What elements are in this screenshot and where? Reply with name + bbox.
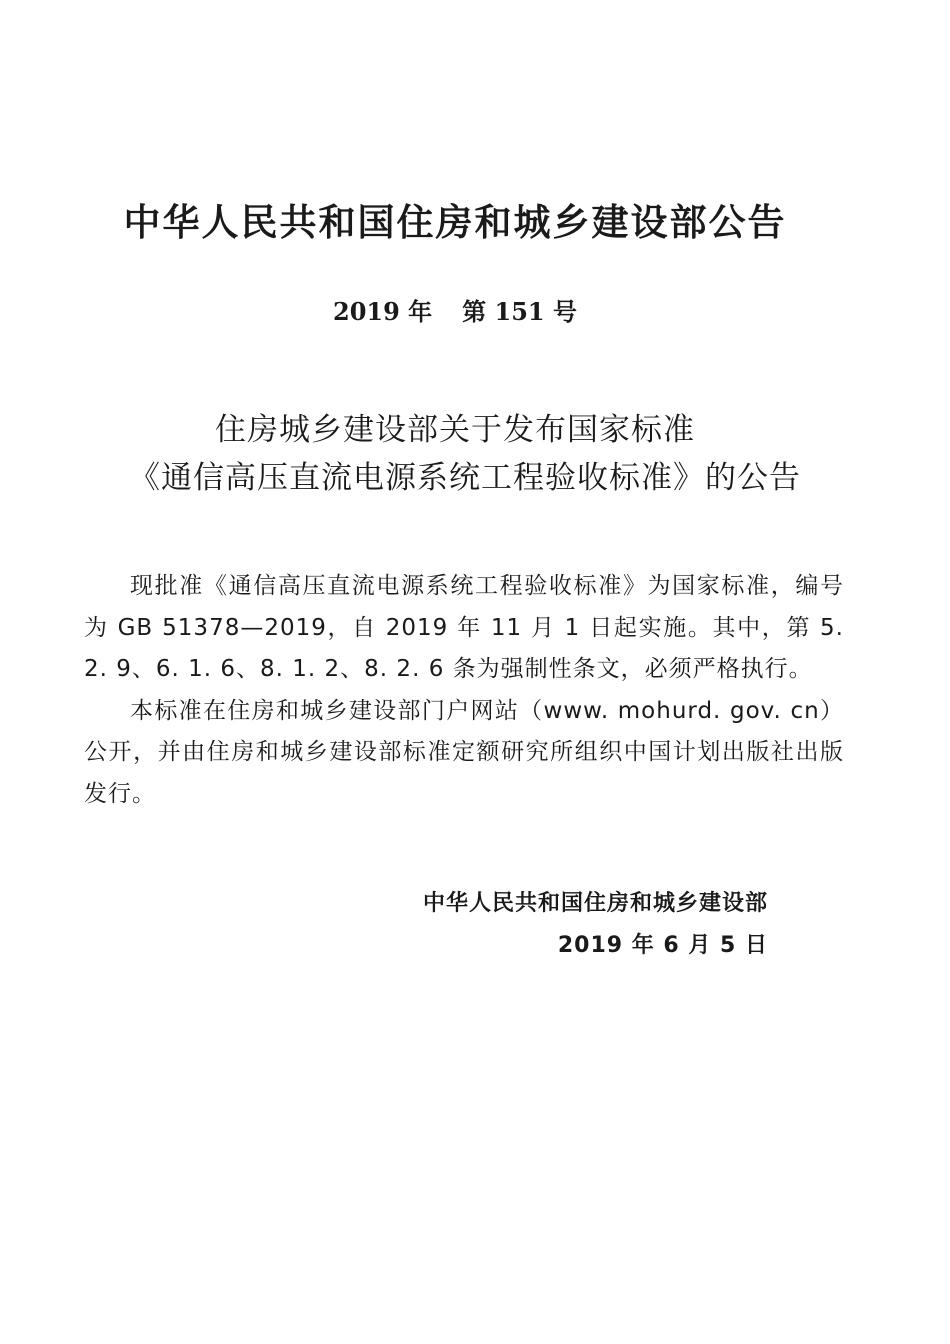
subtitle-line-2: 《通信高压直流电源系统工程验收标准》的公告 (129, 460, 801, 496)
body-paragraph-2: 本标准在住房和城乡建设部门户网站（www. mohurd. gov. cn）公开，并由住房和城乡建设部标准定额研究所组织中国计划出版社出版发行。 (84, 697, 844, 807)
subtitle-line-1: 住房城乡建设部关于发布国家标准 (215, 412, 695, 448)
signature-organization: 中华人民共和国住房和城乡建设部 (422, 891, 768, 916)
announcement-title: 中华人民共和国住房和城乡建设部公告 (123, 201, 787, 244)
announcement-body (84, 566, 844, 815)
announcement-issue-number: 第 151 号 (462, 297, 577, 326)
announcement-number (0, 292, 910, 327)
body-paragraph-1: 现批准《通信高压直流电源系统工程验收标准》为国家标准，编号为 GB 51378—2019，自 2019 年 11 月 1 日起实施。其中，第 5. 2. 9、6. 1. 6、8. 1. 2、8. 2. 6 条为强制性条文，必须严格执行。 (84, 573, 844, 682)
announcement-year: 2019 年 (333, 297, 433, 326)
signature-date: 2019 年 6 月 5 日 (557, 933, 768, 958)
